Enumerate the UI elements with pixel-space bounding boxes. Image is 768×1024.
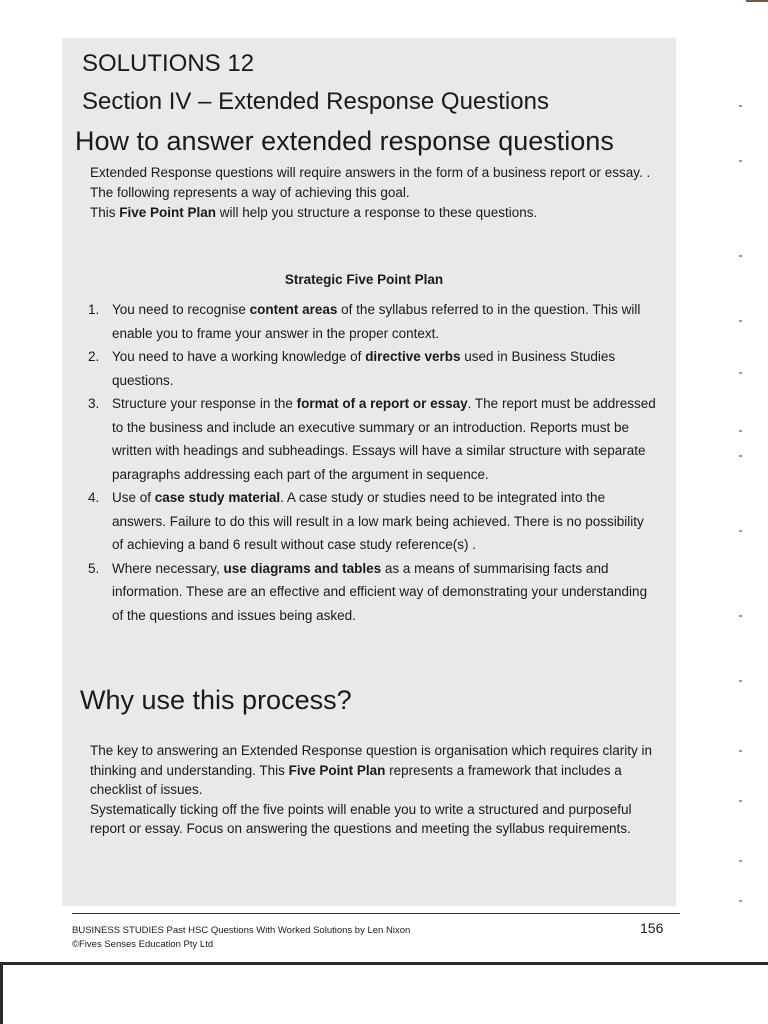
plan-item-2 (88, 345, 658, 392)
plan-list (88, 298, 658, 627)
item-number: 5. (88, 560, 100, 576)
item-number: 3. (88, 396, 100, 411)
item-text: . The report must be addressed to the business and include an executive summary or an introduction. Reports must be written with headings and subheadings. Essays will have a similar structure with separate paragraphs addressing each part of the argument in sequence. (112, 396, 656, 482)
plan-item-3 (88, 392, 658, 486)
page-heading-solutions: SOLUTIONS 12 (82, 50, 255, 77)
plan-title: Strategic Five Point Plan (284, 272, 444, 287)
scan-edge (0, 962, 768, 965)
item-text: Structure your response in the (112, 396, 297, 411)
item-text: Where necessary, (112, 560, 224, 576)
intro-line1: Extended Response questions will require answers in the form of a business report or essay. . The following represents a way of achieving this goal. (90, 165, 651, 200)
item-number: 1. (88, 302, 100, 317)
why-p2: Systematically ticking off the five points will enable you to write a structured and purposeful report or essay. Focus on answering the questions and meeting the syllabus requirements. (90, 801, 632, 836)
plan-item-4 (88, 486, 658, 557)
item-text: You need to recognise (112, 302, 250, 317)
item-text: Use of (112, 490, 155, 505)
item-number: 4. (88, 490, 100, 505)
intro-text: This (90, 205, 120, 220)
item-text: . A case study or studies need to be integrated into the answers. Failure to do this will result in a low mark being achieved. There is no possibility of achieving a band 6 result without case study reference(s) . (112, 490, 644, 552)
margin-marks (728, 0, 768, 1024)
why-text: The key to answering an Extended Response question is organisation which requires clarity in thinking and understanding. This (90, 743, 653, 778)
page-number: 156 (640, 920, 664, 936)
item-bold: directive verbs (365, 349, 461, 364)
item-bold: content areas (249, 302, 338, 317)
item-text: as a means of summarising facts and information. These are an effective and efficient way of demonstrating your understanding of the questions and issues being asked. (112, 560, 648, 623)
item-text: of the syllabus referred to in the question. This will enable you to frame your answer in the proper context. (112, 302, 641, 341)
intro-text: will help you structure a response to these questions. (216, 205, 538, 220)
section-heading: Section IV – Extended Response Questions (82, 88, 549, 115)
footer-copyright: ©Fives Senses Education Pty Ltd (72, 939, 214, 950)
plan-item-5 (88, 557, 658, 628)
intro-line2 (90, 203, 660, 223)
why-p1 (90, 741, 665, 800)
item-number: 2. (88, 349, 100, 364)
why-heading: Why use this process? (80, 685, 352, 715)
footer-rule (72, 913, 680, 914)
item-bold: format of a report or essay (296, 396, 468, 411)
item-text: used in Business Studies questions. (112, 349, 616, 388)
why-paragraph (90, 741, 665, 839)
item-bold: use diagrams and tables (223, 560, 382, 576)
footer-credits (72, 924, 410, 952)
plan-item-1 (88, 298, 658, 345)
footer-title: BUSINESS STUDIES Past HSC Questions With Worked Solutions by Len Nixon (72, 925, 411, 936)
intro-bold: Five Point Plan (119, 205, 217, 220)
item-text: You need to have a working knowledge of (112, 349, 366, 364)
intro-paragraph (90, 163, 660, 223)
why-bold: Five Point Plan (288, 762, 386, 778)
howto-heading: How to answer extended response questions (75, 126, 614, 156)
why-text: represents a framework that includes a checklist of issues. (90, 762, 622, 797)
scan-edge-left (0, 962, 3, 1024)
item-bold: case study material (154, 490, 281, 505)
